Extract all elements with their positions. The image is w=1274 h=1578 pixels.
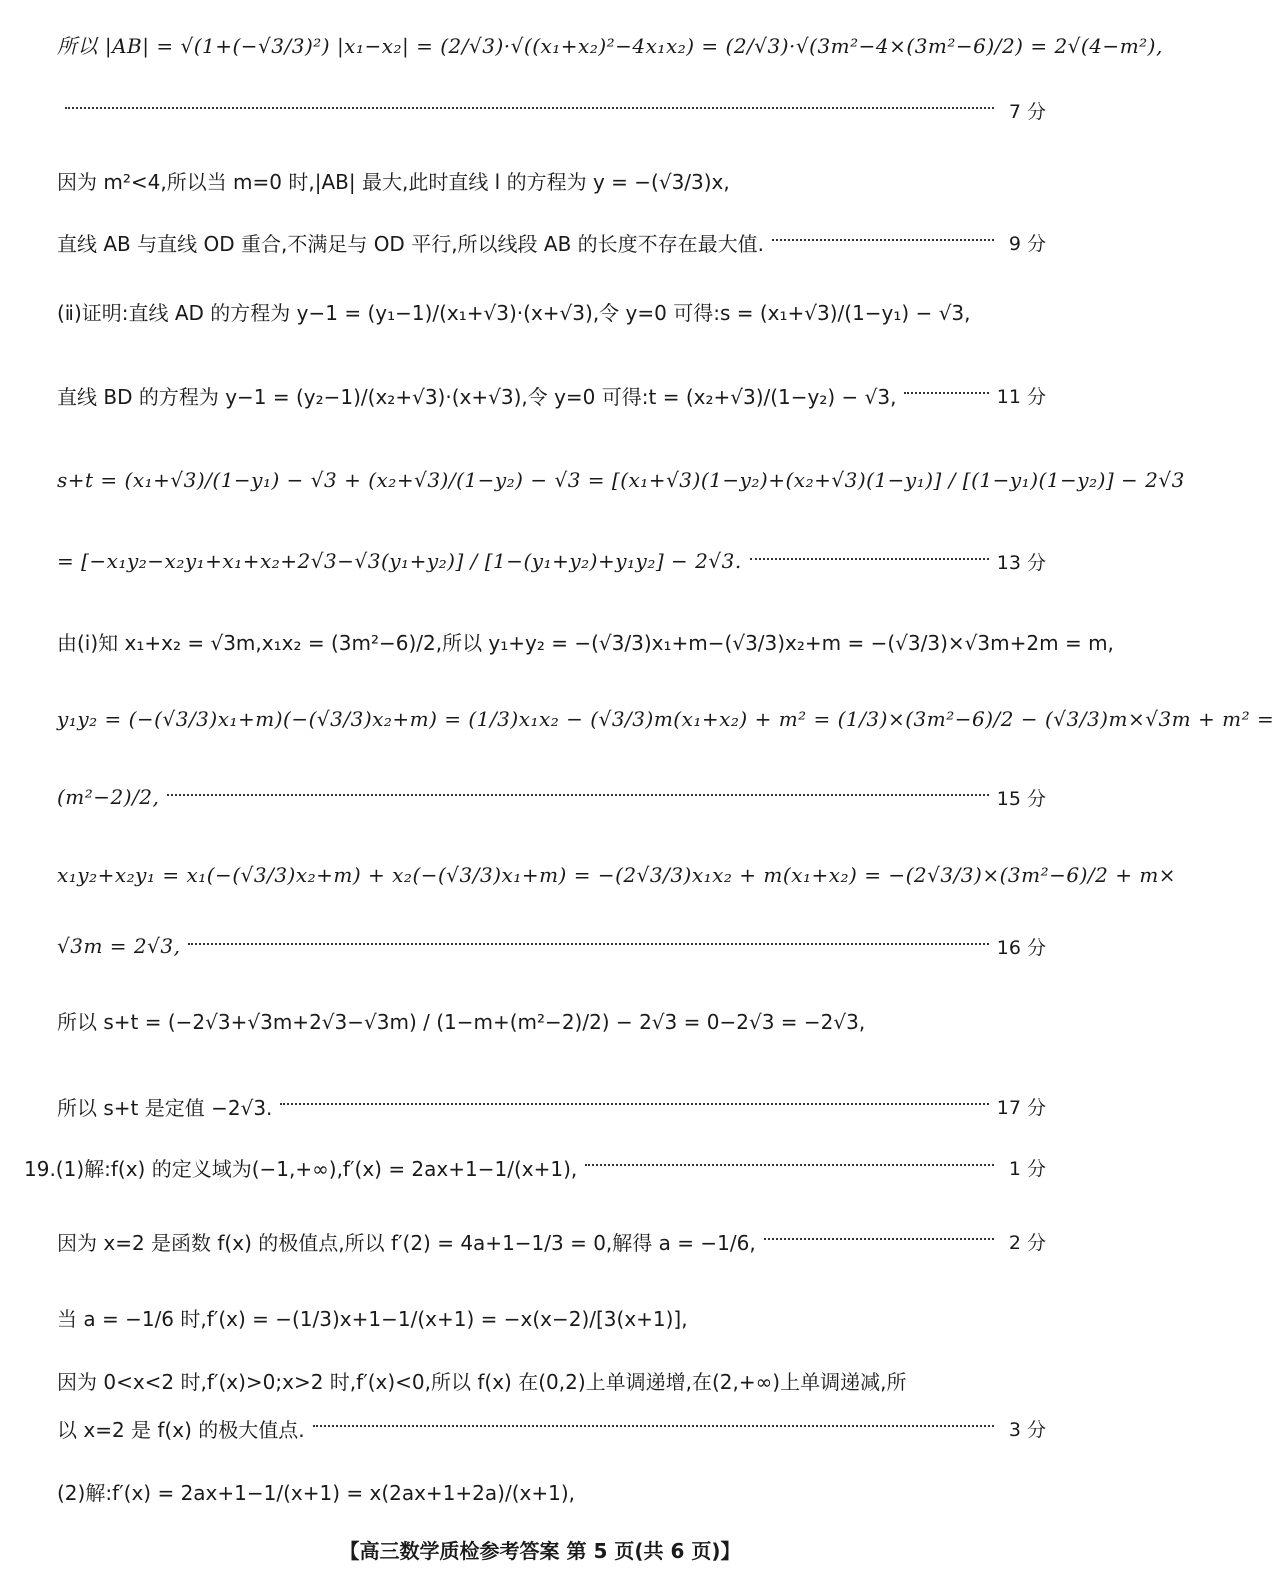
line-m-condition — [57, 158, 1046, 202]
line-text: 当 a = −1/6 时,f′(x) = −(1/3)x+1−1/(x+1) = −x(x−2)/[3(x+1)], — [57, 1306, 688, 1331]
line-text: x₁y₂+x₂y₁ = x₁(−(√3/3)x₂+m) + x₂(−(√3/3)x₁+m) = −(2√3/3)x₁x₂ + m(x₁+x₂) = −(2√3/3)×(3m²−6)/2 + m× — [57, 863, 1177, 887]
line-text: 因为 0<x<2 时,f′(x)>0;x>2 时,f′(x)<0,所以 f(x) 在(0,2)上单调递增,在(2,+∞)上单调递减,所 — [57, 1369, 907, 1394]
score-label: 13 分 — [996, 551, 1046, 574]
line-max-point — [57, 1410, 1046, 1446]
line-text: 所以 |AB| = √(1+(−√3/3)²) |x₁−x₂| = (2/√3)·√((x₁+x₂)²−4x₁x₂) = (2/√3)·√(3m²−4×(3m²−6)/2) = 2√(4−m²), — [57, 33, 1163, 58]
line-ab-length — [57, 22, 1163, 66]
line-no-max — [57, 222, 1046, 262]
line-text: y₁y₂ = (−(√3/3)x₁+m)(−(√3/3)x₂+m) = (1/3)x₁x₂ − (√3/3)m(x₁+x₂) + m² = (1/3)×(3m²−6)/2 − (√3/3)m×√3m + m² = — [57, 707, 1274, 731]
line-text: 因为 x=2 是函数 f(x) 的极值点,所以 f′(2) = 4a+1−1/3 = 0,解得 a = −1/6, — [57, 1230, 756, 1255]
score-label: 1 分 — [1008, 1157, 1046, 1180]
line-text: = [−x₁y₂−x₂y₁+x₁+x₂+2√3−√3(y₁+y₂)] / [1−(y₁+y₂)+y₁y₂] − 2√3. — [57, 549, 742, 573]
line-extremum — [57, 1218, 1046, 1264]
line-text: 因为 m²<4,所以当 m=0 时,|AB| 最大,此时直线 l 的方程为 y = −(√3/3)x, — [57, 169, 730, 194]
dot-leader — [313, 1424, 994, 1427]
score-label: 9 分 — [1008, 232, 1046, 255]
score-label: 7 分 — [1008, 100, 1046, 123]
line-text: 由(ⅰ)知 x₁+x₂ = √3m,x₁x₂ = (3m²−6)/2,所以 y₁+y₂ = −(√3/3)x₁+m−(√3/3)x₂+m = −(√3/3)×√3m+2m = m, — [57, 630, 1114, 655]
dot-leader — [167, 793, 988, 796]
line-bd-equation — [57, 370, 1046, 420]
dot-leader — [188, 942, 988, 945]
line-s-plus-t — [57, 455, 1185, 505]
score-label: 3 分 — [1008, 1418, 1046, 1441]
score-label: 16 分 — [996, 936, 1046, 959]
line-text: √3m = 2√3, — [57, 934, 181, 958]
dot-leader — [904, 391, 988, 394]
line-part2 — [57, 1468, 1046, 1514]
line-cross-sum — [57, 850, 1177, 900]
line-ad-equation — [57, 286, 1046, 336]
dot-leader — [772, 238, 994, 241]
line-text: 直线 AB 与直线 OD 重合,不满足与 OD 平行,所以线段 AB 的长度不存在最大值. — [57, 231, 765, 256]
dot-leader — [764, 1237, 994, 1240]
line-text: (2)解:f′(x) = 2ax+1−1/(x+1) = x(2ax+1+2a)/(x+1), — [57, 1480, 575, 1505]
line-text: 所以 s+t 是定值 −2√3. — [57, 1095, 273, 1120]
score-label: 11 分 — [996, 385, 1046, 408]
line-text: 直线 BD 的方程为 y−1 = (y₂−1)/(x₂+√3)·(x+√3),令 y=0 可得:t = (x₂+√3)/(1−y₂) − √3, — [57, 384, 897, 409]
line-y1y2-result — [57, 772, 1046, 822]
line-monotonic — [57, 1362, 1046, 1398]
dot-leader — [750, 557, 989, 560]
line-text: 所以 s+t = (−2√3+√3m+2√3−√3m) / (1−m+(m²−2)/2) − 2√3 = 0−2√3 = −2√3, — [57, 1009, 866, 1034]
score-label: 17 分 — [996, 1096, 1046, 1119]
line-score-7 — [57, 92, 1046, 128]
line-text: (m²−2)/2, — [57, 785, 160, 809]
dot-leader — [585, 1163, 994, 1166]
score-label: 2 分 — [1008, 1231, 1046, 1254]
page-footer: 【高三数学质检参考答案 第 5 页(共 6 页)】 — [339, 1539, 741, 1563]
line-constant — [57, 1086, 1046, 1126]
line-s-plus-t-simplified — [57, 536, 1046, 586]
dot-leader — [65, 106, 994, 109]
line-s-plus-t-value — [57, 990, 1046, 1050]
line-text: 19.(1)解:f(x) 的定义域为(−1,+∞),f′(x) = 2ax+1−1/(x+1), — [24, 1156, 578, 1181]
dot-leader — [280, 1102, 988, 1105]
line-text: 以 x=2 是 f(x) 的极大值点. — [57, 1417, 305, 1442]
line-vieta — [57, 616, 1114, 666]
line-text: s+t = (x₁+√3)/(1−y₁) − √3 + (x₂+√3)/(1−y₂) − √3 = [(x₁+√3)(1−y₂)+(x₂+√3)(1−y₁)] / [(1−y₁)(1−y₂)] − 2√3 — [57, 468, 1185, 492]
line-derivative — [57, 1292, 1046, 1342]
line-text: (ⅱ)证明:直线 AD 的方程为 y−1 = (y₁−1)/(x₁+√3)·(x+√3),令 y=0 可得:s = (x₁+√3)/(1−y₁) − √3, — [57, 300, 971, 325]
score-label: 15 分 — [996, 787, 1046, 810]
line-q19-domain — [24, 1144, 1046, 1190]
line-y1y2 — [57, 694, 1274, 744]
line-cross-sum-result — [57, 924, 1046, 968]
